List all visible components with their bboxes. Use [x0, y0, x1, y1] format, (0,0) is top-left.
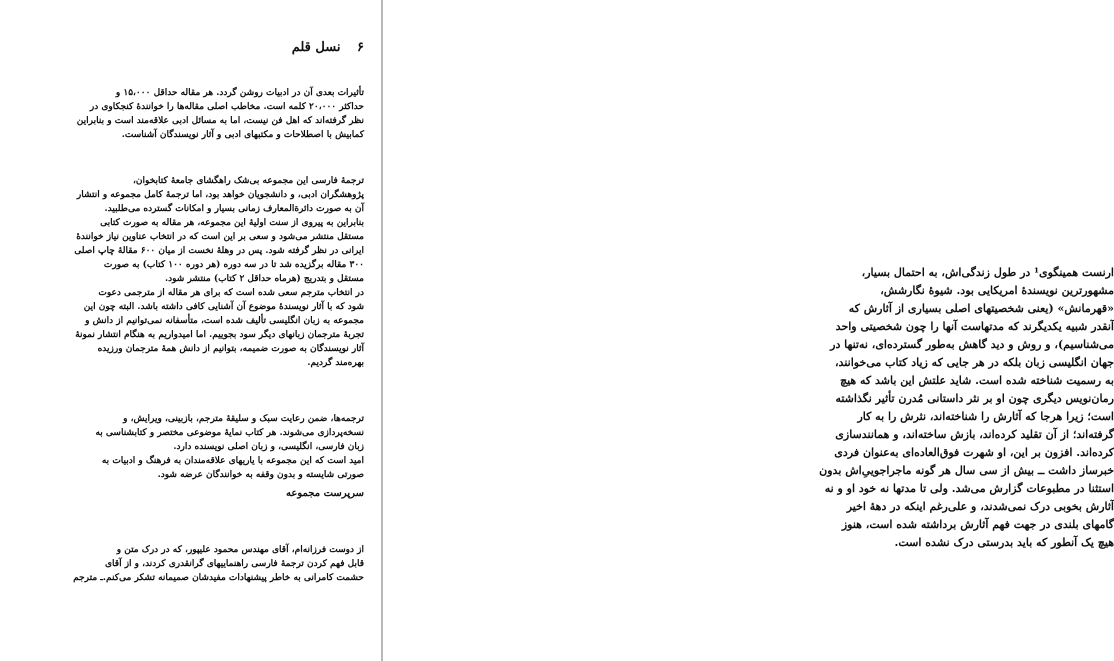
text-line: ترجمه‌ها، ضمن رعایت سبک و سلیقهٔ مترجم، بازبینی، ویرایش، و — [123, 414, 364, 424]
text-line: زبان فارسی، انگلیسی، و زبان اصلی نویسنده دارد. — [173, 442, 364, 452]
text-line: گرفته‌اند؛ از آن تقلید کرده‌اند، بازش ساخته‌اند، و همانندسازی — [835, 428, 1114, 441]
text-line: مجموعه به زبان انگلیسی تألیف شده است، متأسفانه نمی‌توانیم از دانش و — [85, 316, 364, 326]
editing-paragraph — [28, 412, 364, 482]
right-page — [383, 0, 1114, 661]
text-line: آن به صورت دائرةالمعارف زمانی بسیار و امکانات گسترده می‌طلبید. — [104, 204, 364, 214]
text-line: نسخه‌پردازی می‌شوند. هر کتاب نمایهٔ موضوعی مختصر و کتابشناسی به — [95, 428, 364, 438]
text-line: ایرانی در نظر گرفته شود. پس در وهلهٔ نخست از میان ۶۰۰ مقالهٔ چاپ اصلی — [74, 246, 364, 256]
translation-paragraph — [28, 174, 364, 370]
text-line: بنابراین به پیروی از سنت اولیهٔ این مجموعه، هر مقاله به صورت کتابی — [100, 218, 364, 228]
text-line: کرده‌اند. افزون بر این، او شهرت فوق‌العاده‌ای به‌عنوان فردی — [834, 446, 1114, 459]
text-line: ۳۰۰ مقاله برگزیده شد تا در سه دوره (هر دوره ۱۰۰ کتاب) به صورت — [103, 260, 364, 270]
text-line: استثنا در مطبوعات گزارش می‌شد. ولی تا مدتها نه خود او و نه — [824, 482, 1114, 495]
text-line: حشمت کامرانی به خاطر پیشنهادات مفیدشان صمیمانه تشکر می‌کنم.ـ مترجم — [73, 573, 364, 583]
text-line: تأثیرات بعدی آن در ادبیات روشن گردد. هر مقاله حداقل ۱۵،۰۰۰ و — [115, 88, 364, 98]
text-line: است؛ زیرا هرجا که آثارش را شناخته‌اند، نثرش را به کار — [857, 410, 1114, 423]
text-line: مستقل منتشر می‌شود و سعی بر این است که در انتخاب عناوین نیاز خوانندهٔ — [76, 232, 364, 242]
text-line: «قهرمانش» (یعنی شخصیتهای اصلی بسیاری از آثارش که — [848, 302, 1114, 315]
text-line: ارنست همینگوی¹ در طول زندگی‌اش، به احتمال بسیار، — [861, 266, 1114, 279]
body-paragraph — [778, 264, 1114, 552]
text-line: پژوهشگران ادبی، و دانشجویان خواهد بود، اما ترجمهٔ کامل مجموعه و انتشار — [76, 190, 364, 200]
text-line: به رسمیت شناخته شده است. شاید علتش این باشد که هیچ — [839, 374, 1114, 387]
text-line: آنقدر شبیه یکدیگرند که مدتهاست آنها را چون شخصیتی واحد — [835, 320, 1114, 333]
text-line: هیچ یک آنطور که باید بدرستی درک نشده است. — [894, 536, 1114, 549]
text-line: قابل فهم کردن ترجمهٔ فارسی راهنماییهای گرانقدری کردند، و از آقای — [104, 559, 364, 569]
text-line: از دوست فرزانه‌ام، آقای مهندس محمود علیپور، که در درک متن و — [116, 545, 364, 555]
series-editor-signoff: سرپرست مجموعه — [286, 488, 364, 499]
page-number: ۶ — [357, 40, 364, 55]
text-line: جهان انگلیسی زبان بلکه در هر جایی که زیاد کتاب می‌خوانند، — [835, 356, 1114, 369]
text-line: در انتخاب مترجم سعی شده است که برای هر مقاله از مترجمی دعوت — [98, 288, 364, 298]
text-line: رمان‌نویس دیگری چون او بر نثر داستانی مُدرن تأثیر نگذاشته — [835, 392, 1114, 405]
intro-paragraph — [28, 86, 364, 142]
text-line: شود که با آثار نویسندهٔ موضوع آن آشنایی کافی داشته باشد. البته چون این — [83, 302, 364, 312]
text-line: امید است که این مجموعه با یاریهای علاقه‌مندان به فرهنگ و ادبیات به — [101, 456, 364, 466]
translator-acknowledgement — [28, 543, 364, 585]
text-line: تجربهٔ مترجمان زبانهای دیگر سود بجوییم. اما امیدواریم به هنگام انتشار نمونهٔ — [75, 330, 364, 340]
running-header — [264, 40, 364, 60]
text-line: مشهورترین نویسندهٔ امریکایی بود. شیوهٔ نگارشش، — [880, 284, 1114, 297]
text-line: مستقل و بتدریج (هرماه حداقل ۲ کتاب) منتشر شود. — [164, 274, 364, 284]
text-line: آثار نویسندگان به صورت ضمیمه، بتوانیم از دانش همهٔ مترجمان ورزیده — [97, 344, 364, 354]
running-title: نسل قلم — [291, 40, 341, 55]
text-line: ترجمهٔ فارسی این مجموعه بی‌شک راهگشای جامعهٔ کتابخوان، — [133, 176, 364, 186]
text-line: آثارش بخوبی درک نمی‌شدند، و علی‌رغم اینکه در دههٔ اخیر — [846, 500, 1114, 513]
text-line: می‌شناسیم)، و روش و دید گاهش به‌طور گسترده‌ای، نه‌تنها در — [830, 338, 1114, 351]
text-line: بهره‌مند گردیم. — [307, 358, 364, 368]
text-line: کمابیش با اصطلاحات و مکتبهای ادبی و آثار نویسندگان آشناست. — [121, 130, 364, 140]
left-page — [0, 0, 381, 661]
text-line: حداکثر ۲۰،۰۰۰ کلمه است. مخاطب اصلی مقاله‌ها را خوانندهٔ کنجکاوی در — [89, 102, 364, 112]
text-line: خبرساز داشت ــ بیش از سی سال هر گونه ماجراجوییِ‌اش بدون — [819, 464, 1114, 477]
text-line: نظر گرفته‌اند که اهل فن نیست، اما به مسائل ادبی علاقه‌مند است و بنابراین — [76, 116, 364, 126]
text-line: صورتی شایسته و بدون وقفه به خوانندگان عرضه شود. — [157, 470, 364, 480]
text-line: گامهای بلندی در جهت فهم آثارش برداشته شده است، هنوز — [841, 518, 1114, 531]
